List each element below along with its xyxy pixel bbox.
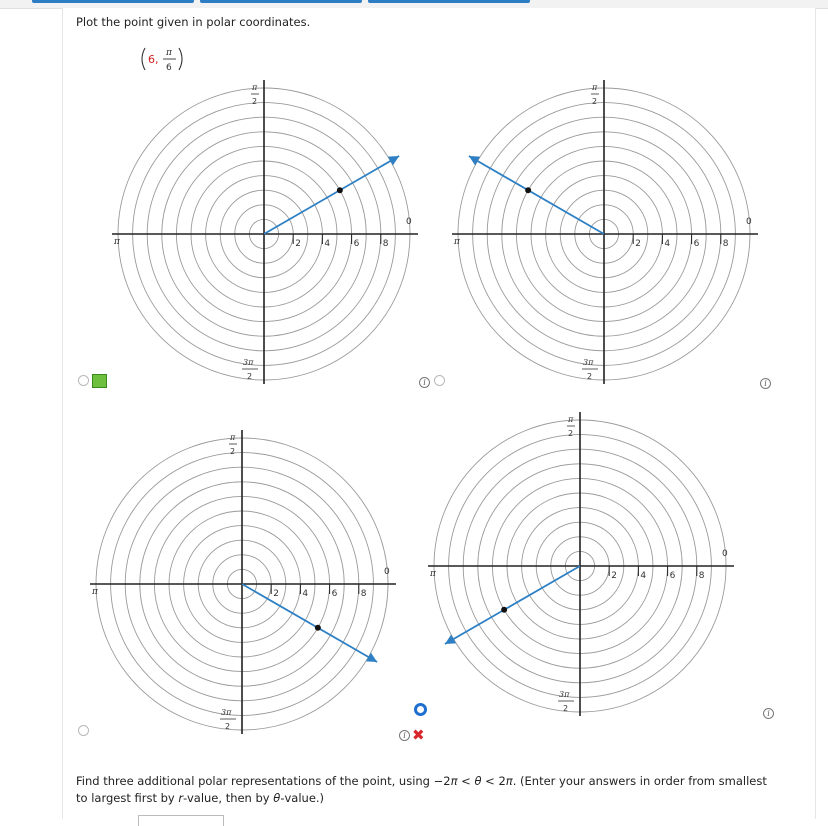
label-3pi-over-2-den: 2 [247,372,253,381]
r-tick-label: 8 [360,589,367,599]
plotted-point [337,187,343,193]
plotted-point [501,607,507,613]
tab-indicator-3[interactable] [368,0,530,3]
polar-point-expression [138,42,188,76]
info-icon[interactable]: i [760,378,771,389]
r-tick-label: 4 [302,589,309,599]
label-pi: π [454,237,460,247]
label-3pi-over-2-num: 3π [243,358,254,367]
label-pi-over-2-den: 2 [568,429,574,438]
label-3pi-over-2-num: 3π [559,690,570,699]
polar-plot-option-d[interactable] [424,410,744,720]
label-pi-over-2-num: π [230,433,236,442]
key-icon[interactable] [92,374,107,388]
label-pi-over-2-den: 2 [592,97,598,106]
r-tick-label: 8 [382,239,389,249]
plotted-point [525,187,531,193]
label-3pi-over-2-num: 3π [583,358,594,367]
r-tick-label: 2 [635,239,641,249]
label-zero: 0 [722,549,728,559]
label-3pi-over-2-den: 2 [587,372,593,381]
label-zero: 0 [746,217,752,227]
r-tick-label: 4 [640,571,647,581]
label-zero: 0 [384,567,390,577]
r-tick-label: 8 [698,571,705,581]
info-icon[interactable]: i [763,708,774,719]
label-zero: 0 [406,217,412,227]
point-theta-den: 6 [166,63,172,73]
label-pi-over-2-den: 2 [230,447,236,456]
radio-option-a[interactable] [78,375,89,386]
prompt-text: Plot the point given in polar coordinates. [76,15,311,29]
polar-plot-option-a[interactable] [108,78,428,388]
label-3pi-over-2-den: 2 [563,704,569,713]
label-pi: π [114,237,120,247]
info-icon[interactable]: i [419,377,430,388]
r-tick-label: 4 [664,239,671,249]
r-tick-label: 8 [722,239,729,249]
tab-indicator-2[interactable] [200,0,362,3]
right-paren [179,48,182,70]
r-tick-label: 2 [295,239,301,249]
r-tick-label: 6 [353,239,360,249]
radio-option-b[interactable] [434,375,445,386]
label-3pi-over-2-num: 3π [221,708,232,717]
point-r: 6, [148,53,159,66]
answer-input[interactable] [138,815,224,826]
label-3pi-over-2-den: 2 [225,722,231,731]
label-pi: π [430,569,436,579]
r-tick-label: 6 [331,589,338,599]
question-text: Find three additional polar representations of the point, using −2π < θ < 2π. (Enter your answers in order from smallest to largest first by r-value, then by θ-value.) [76,774,767,805]
label-pi-over-2-num: π [252,83,258,92]
r-tick-label: 2 [273,589,279,599]
tab-indicator-1[interactable] [32,0,194,3]
plotted-point [315,625,321,631]
left-paren [142,48,145,70]
r-tick-label: 6 [693,239,700,249]
label-pi-over-2-num: π [568,415,574,424]
r-tick-label: 4 [324,239,331,249]
label-pi-over-2-den: 2 [252,97,258,106]
label-pi: π [92,587,98,597]
r-tick-label: 2 [611,571,617,581]
r-tick-label: 6 [669,571,676,581]
radio-option-d[interactable] [414,703,427,716]
radio-option-c[interactable] [78,725,89,736]
polar-plot-option-b[interactable] [448,78,768,388]
incorrect-icon: ✖ [412,726,425,744]
info-icon[interactable]: i [399,730,410,741]
point-theta-num: π [166,48,172,58]
label-pi-over-2-num: π [592,83,598,92]
polar-plot-option-c[interactable] [86,428,406,738]
